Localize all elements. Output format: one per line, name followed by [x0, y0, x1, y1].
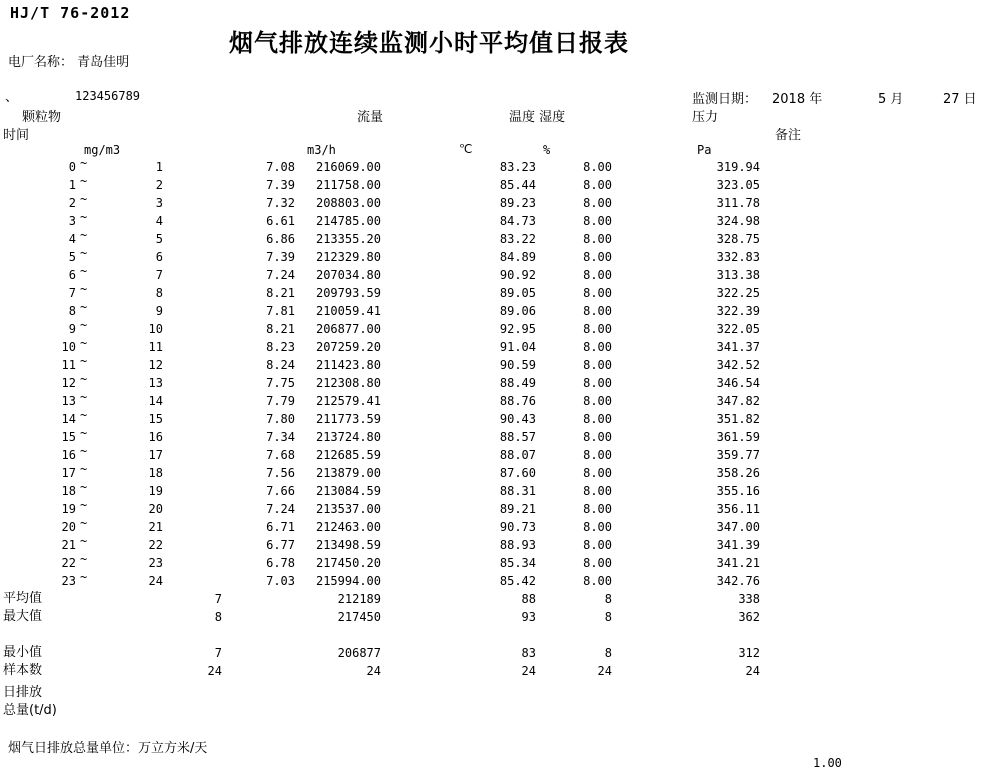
pressure-value: 322.05: [716, 322, 760, 336]
humidity-value: 8.00: [583, 340, 612, 354]
hour-end: 1: [155, 160, 163, 174]
table-row: [0, 554, 985, 572]
monitor-date-label: 监测日期：: [692, 92, 758, 107]
unit-hum: %: [543, 143, 551, 157]
pressure-value: 347.82: [716, 394, 760, 408]
hour-end: 5: [155, 232, 163, 246]
flow-value: 213537.00: [315, 502, 381, 516]
hour-start: 20: [61, 520, 76, 534]
flow-value: 214785.00: [315, 214, 381, 228]
flow-value: 212329.80: [315, 250, 381, 264]
tilde-separator: ~: [80, 282, 88, 296]
daily-emission-label-line2: 总量(t/d): [3, 703, 57, 718]
flow-value: 213879.00: [315, 466, 381, 480]
summary-pm-value: 7: [214, 646, 222, 660]
summary-row: [0, 662, 985, 680]
hour-start: 8: [68, 304, 76, 318]
pressure-value: 322.25: [716, 286, 760, 300]
tilde-separator: ~: [80, 228, 88, 242]
pressure-value: 341.39: [716, 538, 760, 552]
pm-value: 7.79: [266, 394, 295, 408]
hour-end: 15: [148, 412, 163, 426]
scale-value: 1.00: [813, 756, 842, 770]
temp-value: 90.43: [499, 412, 536, 426]
humidity-value: 8.00: [583, 394, 612, 408]
hour-end: 24: [148, 574, 163, 588]
hour-end: 20: [148, 502, 163, 516]
temp-value: 88.93: [499, 538, 536, 552]
pm-value: 7.81: [266, 304, 295, 318]
flow-value: 207259.20: [315, 340, 381, 354]
tilde-separator: ~: [80, 354, 88, 368]
flow-value: 210059.41: [315, 304, 381, 318]
humidity-value: 8.00: [583, 466, 612, 480]
summary-humidity-value: 24: [597, 664, 612, 678]
unit-flow: m3/h: [307, 143, 336, 157]
hour-start: 18: [61, 484, 76, 498]
humidity-value: 8.00: [583, 268, 612, 282]
column-header-pressure: 压力: [692, 110, 719, 125]
monitor-date-row: [692, 88, 977, 107]
flow-value: 208803.00: [315, 196, 381, 210]
column-header-remark: 备注: [775, 128, 802, 143]
hour-end: 3: [155, 196, 163, 210]
pressure-value: 341.37: [716, 340, 760, 354]
pm-value: 7.03: [266, 574, 295, 588]
hour-end: 2: [155, 178, 163, 192]
tilde-separator: ~: [80, 462, 88, 476]
temp-value: 88.07: [499, 448, 536, 462]
flow-value: 206877.00: [315, 322, 381, 336]
humidity-value: 8.00: [583, 160, 612, 174]
pressure-value: 346.54: [716, 376, 760, 390]
pressure-value: 313.38: [716, 268, 760, 282]
pressure-value: 356.11: [716, 502, 760, 516]
tilde-separator: ~: [80, 300, 88, 314]
flow-value: 213498.59: [315, 538, 381, 552]
pressure-value: 359.77: [716, 448, 760, 462]
pm-value: 7.68: [266, 448, 295, 462]
hour-end: 6: [155, 250, 163, 264]
table-row: [0, 446, 985, 464]
humidity-value: 8.00: [583, 196, 612, 210]
humidity-value: 8.00: [583, 250, 612, 264]
pressure-value: 342.76: [716, 574, 760, 588]
hour-start: 4: [68, 232, 76, 246]
tilde-separator: ~: [80, 210, 88, 224]
tilde-separator: ~: [80, 156, 88, 170]
pm-value: 7.56: [266, 466, 295, 480]
tilde-separator: ~: [80, 372, 88, 386]
temp-value: 89.21: [499, 502, 536, 516]
temp-value: 89.23: [499, 196, 536, 210]
table-row: [0, 374, 985, 392]
unit-pressure: Pa: [697, 143, 712, 157]
table-row: [0, 572, 985, 590]
summary-humidity-value: 8: [604, 646, 612, 660]
temp-value: 85.42: [499, 574, 536, 588]
hour-end: 22: [148, 538, 163, 552]
tilde-separator: ~: [80, 570, 88, 584]
table-row: [0, 392, 985, 410]
tilde-separator: ~: [80, 246, 88, 260]
humidity-value: 8.00: [583, 412, 612, 426]
humidity-value: 8.00: [583, 286, 612, 300]
hour-start: 13: [61, 394, 76, 408]
monitor-date-month: 5 月: [878, 92, 904, 107]
summary-pm-value: 24: [207, 664, 222, 678]
flow-value: 212579.41: [315, 394, 381, 408]
hour-start: 22: [61, 556, 76, 570]
tilde-separator: ~: [80, 534, 88, 548]
column-header-flow: 流量: [357, 110, 384, 125]
summary-pressure-value: 312: [738, 646, 760, 660]
pm-value: 7.08: [266, 160, 295, 174]
temp-value: 88.76: [499, 394, 536, 408]
flow-value: 209793.59: [315, 286, 381, 300]
humidity-value: 8.00: [583, 520, 612, 534]
summary-humidity-value: 8: [604, 592, 612, 606]
table-row: [0, 428, 985, 446]
summary-temp-value: 24: [521, 664, 536, 678]
pm-value: 7.24: [266, 502, 295, 516]
humidity-value: 8.00: [583, 484, 612, 498]
tilde-separator: ~: [80, 174, 88, 188]
summary-flow-value: 217450: [337, 610, 381, 624]
flow-value: 216069.00: [315, 160, 381, 174]
table-row: [0, 320, 985, 338]
tilde-separator: ~: [80, 426, 88, 440]
hour-start: 3: [68, 214, 76, 228]
pressure-value: 358.26: [716, 466, 760, 480]
hour-start: 7: [68, 286, 76, 300]
temp-value: 88.49: [499, 376, 536, 390]
temp-value: 88.57: [499, 430, 536, 444]
flow-value: 217450.20: [315, 556, 381, 570]
plant-name-label: 电厂名称：: [8, 55, 74, 70]
table-row: [0, 266, 985, 284]
hour-end: 9: [155, 304, 163, 318]
hour-start: 10: [61, 340, 76, 354]
pm-value: 7.39: [266, 178, 295, 192]
monitor-date-year: 2018 年: [772, 92, 823, 107]
summary-temp-value: 93: [521, 610, 536, 624]
hour-end: 18: [148, 466, 163, 480]
hour-start: 21: [61, 538, 76, 552]
summary-temp-value: 88: [521, 592, 536, 606]
hour-start: 1: [68, 178, 76, 192]
hour-end: 21: [148, 520, 163, 534]
humidity-value: 8.00: [583, 376, 612, 390]
column-header-pm: 颗粒物: [22, 110, 62, 125]
list-mark: 、: [5, 90, 19, 105]
humidity-value: 8.00: [583, 574, 612, 588]
plant-name-value: 青岛佳明: [77, 55, 130, 70]
pm-value: 6.86: [266, 232, 295, 246]
flow-value: 207034.80: [315, 268, 381, 282]
summary-temp-value: 83: [521, 646, 536, 660]
summary-pm-value: 7: [214, 592, 222, 606]
table-row: [0, 302, 985, 320]
hour-start: 0: [68, 160, 76, 174]
temp-value: 84.73: [499, 214, 536, 228]
summary-label: 平均值: [3, 591, 43, 606]
pm-value: 6.78: [266, 556, 295, 570]
summary-label: 样本数: [3, 663, 43, 678]
humidity-value: 8.00: [583, 556, 612, 570]
flow-value: 211423.80: [315, 358, 381, 372]
table-row: [0, 410, 985, 428]
hour-end: 17: [148, 448, 163, 462]
pm-value: 7.66: [266, 484, 295, 498]
pm-value: 7.75: [266, 376, 295, 390]
pm-value: 8.21: [266, 286, 295, 300]
temp-value: 91.04: [499, 340, 536, 354]
pressure-value: 355.16: [716, 484, 760, 498]
unit-pm: mg/m3: [84, 143, 121, 157]
hour-end: 8: [155, 286, 163, 300]
temp-value: 88.31: [499, 484, 536, 498]
pm-value: 7.39: [266, 250, 295, 264]
pm-value: 7.34: [266, 430, 295, 444]
humidity-value: 8.00: [583, 322, 612, 336]
hour-start: 23: [61, 574, 76, 588]
tilde-separator: ~: [80, 498, 88, 512]
table-row: [0, 194, 985, 212]
temp-value: 90.73: [499, 520, 536, 534]
temp-value: 87.60: [499, 466, 536, 480]
tilde-separator: ~: [80, 192, 88, 206]
pressure-value: 351.82: [716, 412, 760, 426]
tilde-separator: ~: [80, 516, 88, 530]
tilde-separator: ~: [80, 264, 88, 278]
table-row: [0, 500, 985, 518]
pm-value: 8.23: [266, 340, 295, 354]
pm-value: 7.80: [266, 412, 295, 426]
humidity-value: 8.00: [583, 430, 612, 444]
summary-humidity-value: 8: [604, 610, 612, 624]
hour-end: 19: [148, 484, 163, 498]
hour-end: 16: [148, 430, 163, 444]
temp-value: 89.06: [499, 304, 536, 318]
temp-value: 83.22: [499, 232, 536, 246]
tilde-separator: ~: [80, 336, 88, 350]
hour-start: 9: [68, 322, 76, 336]
table-row: [0, 464, 985, 482]
temp-value: 90.59: [499, 358, 536, 372]
humidity-value: 8.00: [583, 538, 612, 552]
unit-note: 烟气日排放总量单位：万立方米/天: [8, 741, 208, 756]
summary-row: [0, 644, 985, 662]
hour-end: 4: [155, 214, 163, 228]
pressure-value: 324.98: [716, 214, 760, 228]
hour-end: 14: [148, 394, 163, 408]
table-row: [0, 230, 985, 248]
summary-pm-value: 8: [214, 610, 222, 624]
flow-value: 213084.59: [315, 484, 381, 498]
tilde-separator: ~: [80, 444, 88, 458]
temp-value: 84.89: [499, 250, 536, 264]
hour-start: 2: [68, 196, 76, 210]
humidity-value: 8.00: [583, 178, 612, 192]
pressure-value: 319.94: [716, 160, 760, 174]
humidity-value: 8.00: [583, 448, 612, 462]
hour-end: 12: [148, 358, 163, 372]
plant-name-row: [8, 51, 129, 70]
flow-value: 212463.00: [315, 520, 381, 534]
pm-value: 8.21: [266, 322, 295, 336]
column-header-temp-hum: 温度 湿度: [509, 110, 566, 125]
tilde-separator: ~: [80, 390, 88, 404]
pm-value: 7.32: [266, 196, 295, 210]
summary-pressure-value: 338: [738, 592, 760, 606]
flow-value: 212685.59: [315, 448, 381, 462]
tilde-separator: ~: [80, 318, 88, 332]
tilde-separator: ~: [80, 408, 88, 422]
hour-start: 5: [68, 250, 76, 264]
table-row: [0, 338, 985, 356]
monitor-date-day: 27 日: [943, 92, 977, 107]
temp-value: 89.05: [499, 286, 536, 300]
hour-start: 17: [61, 466, 76, 480]
tilde-separator: ~: [80, 480, 88, 494]
standard-code: HJ/T 76-2012: [10, 4, 131, 22]
pressure-value: 328.75: [716, 232, 760, 246]
report-title: 烟气排放连续监测小时平均值日报表: [229, 29, 629, 57]
hour-end: 11: [148, 340, 163, 354]
pressure-value: 361.59: [716, 430, 760, 444]
pressure-value: 347.00: [716, 520, 760, 534]
pm-value: 7.24: [266, 268, 295, 282]
daily-emission-label-line1: 日排放: [3, 685, 43, 700]
table-row: [0, 212, 985, 230]
table-row: [0, 158, 985, 176]
flow-value: 213724.80: [315, 430, 381, 444]
temp-value: 92.95: [499, 322, 536, 336]
table-row: [0, 284, 985, 302]
flow-value: 211758.00: [315, 178, 381, 192]
summary-row: [0, 608, 985, 626]
summary-pressure-value: 24: [745, 664, 760, 678]
hour-start: 15: [61, 430, 76, 444]
hour-start: 6: [68, 268, 76, 282]
summary-flow-value: 24: [366, 664, 381, 678]
tilde-separator: ~: [80, 552, 88, 566]
humidity-value: 8.00: [583, 358, 612, 372]
summary-row: [0, 590, 985, 608]
summary-flow-value: 212189: [337, 592, 381, 606]
pm-value: 8.24: [266, 358, 295, 372]
table-row: [0, 482, 985, 500]
pressure-value: 311.78: [716, 196, 760, 210]
table-row: [0, 518, 985, 536]
flow-value: 211773.59: [315, 412, 381, 426]
table-row: [0, 248, 985, 266]
pressure-value: 322.39: [716, 304, 760, 318]
column-header-time: 时间: [3, 128, 30, 143]
humidity-value: 8.00: [583, 304, 612, 318]
pm-value: 6.77: [266, 538, 295, 552]
pressure-value: 332.83: [716, 250, 760, 264]
pressure-value: 342.52: [716, 358, 760, 372]
pm-value: 6.61: [266, 214, 295, 228]
hour-start: 16: [61, 448, 76, 462]
unit-temp: ℃: [459, 142, 473, 156]
temp-value: 85.44: [499, 178, 536, 192]
pressure-value: 323.05: [716, 178, 760, 192]
temp-value: 90.92: [499, 268, 536, 282]
flow-value: 212308.80: [315, 376, 381, 390]
table-row: [0, 536, 985, 554]
hour-end: 7: [155, 268, 163, 282]
hour-start: 12: [61, 376, 76, 390]
serial-number: 123456789: [75, 89, 141, 103]
flow-value: 215994.00: [315, 574, 381, 588]
summary-label: 最小值: [3, 645, 43, 660]
humidity-value: 8.00: [583, 232, 612, 246]
hour-start: 14: [61, 412, 76, 426]
table-row: [0, 356, 985, 374]
summary-pressure-value: 362: [738, 610, 760, 624]
humidity-value: 8.00: [583, 502, 612, 516]
hour-start: 11: [61, 358, 76, 372]
hour-end: 13: [148, 376, 163, 390]
pressure-value: 341.21: [716, 556, 760, 570]
summary-label: 最大值: [3, 609, 43, 624]
hour-start: 19: [61, 502, 76, 516]
temp-value: 85.34: [499, 556, 536, 570]
table-row: [0, 176, 985, 194]
flow-value: 213355.20: [315, 232, 381, 246]
humidity-value: 8.00: [583, 214, 612, 228]
temp-value: 83.23: [499, 160, 536, 174]
hour-end: 23: [148, 556, 163, 570]
hour-end: 10: [148, 322, 163, 336]
pm-value: 6.71: [266, 520, 295, 534]
summary-flow-value: 206877: [337, 646, 381, 660]
